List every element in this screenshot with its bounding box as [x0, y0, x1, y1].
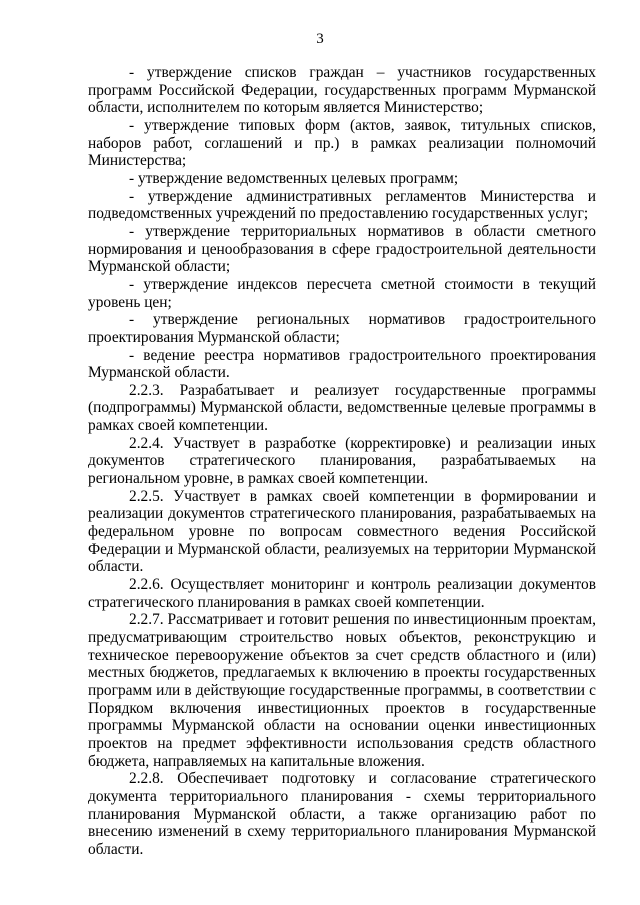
- page-number: 3: [316, 31, 324, 47]
- paragraph: 2.2.5. Участвует в рамках своей компетенции в формировании и реализации документов стратегического планирования, разрабатываемых на федеральном уровне по вопросам совместного ведения Российской Федерации и Мурманской области, реализуемых на территории Мурманской области.: [88, 487, 596, 576]
- document-body: [88, 64, 596, 859]
- paragraph: - утверждение индексов пересчета сметной стоимости в текущий уровень цен;: [88, 275, 596, 311]
- paragraph: 2.2.7. Рассматривает и готовит решения по инвестиционным проектам, предусматривающим строительство новых объектов, реконструкцию и техническое перевооружение объектов за счет средств областного и (или) местных бюджетов, предлагаемых к включению в проекты государственных программ или в действующие государственные программы, в соответствии с Порядком включения инвестиционных проектов в государственные программы Мурманской области на основании оценки инвестиционных проектов на предмет эффективности использования средств областного бюджета, направляемых на капитальные вложения.: [88, 611, 596, 770]
- paragraph: - утверждение типовых форм (актов, заявок, титульных списков, наборов работ, соглашений и пр.) в рамках реализации полномочий Министерства;: [88, 116, 596, 170]
- paragraph: - утверждение региональных нормативов градостроительного проектирования Мурманской области;: [88, 311, 596, 346]
- paragraph: - утверждение территориальных нормативов в области сметного нормирования и ценообразования в сфере градостроительной деятельности Мурманской области;: [88, 222, 596, 276]
- paragraph: 2.2.4. Участвует в разработке (корректировке) и реализации иных документов стратегического планирования, разрабатываемых на региональном уровне, в рамках своей компетенции.: [88, 434, 596, 488]
- paragraph: - утверждение списков граждан – участников государственных программ Российской Федерации, государственных программ Мурманской области, исполнителем по которым является Министерство;: [88, 64, 596, 117]
- paragraph: - утверждение административных регламентов Министерства и подведомственных учреждений по предоставлению государственных услуг;: [88, 187, 596, 223]
- paragraph: 2.2.8. Обеспечивает подготовку и согласование стратегического документа территориального планирования - схемы территориального планирования Мурманской области, а также организацию работ по внесению изменений в схему территориального планирования Мурманской области.: [88, 770, 596, 858]
- paragraph: - утверждение ведомственных целевых программ;: [129, 169, 459, 187]
- paragraph: 2.2.6. Осуществляет мониторинг и контроль реализации документов стратегического планирования в рамках своей компетенции.: [88, 576, 596, 611]
- paragraph: 2.2.3. Разрабатывает и реализует государственные программы (подпрограммы) Мурманской области, ведомственные целевые программы в рамках своей компетенции.: [88, 381, 596, 435]
- paragraph: - ведение реестра нормативов градостроительного проектирования Мурманской области.: [88, 346, 596, 382]
